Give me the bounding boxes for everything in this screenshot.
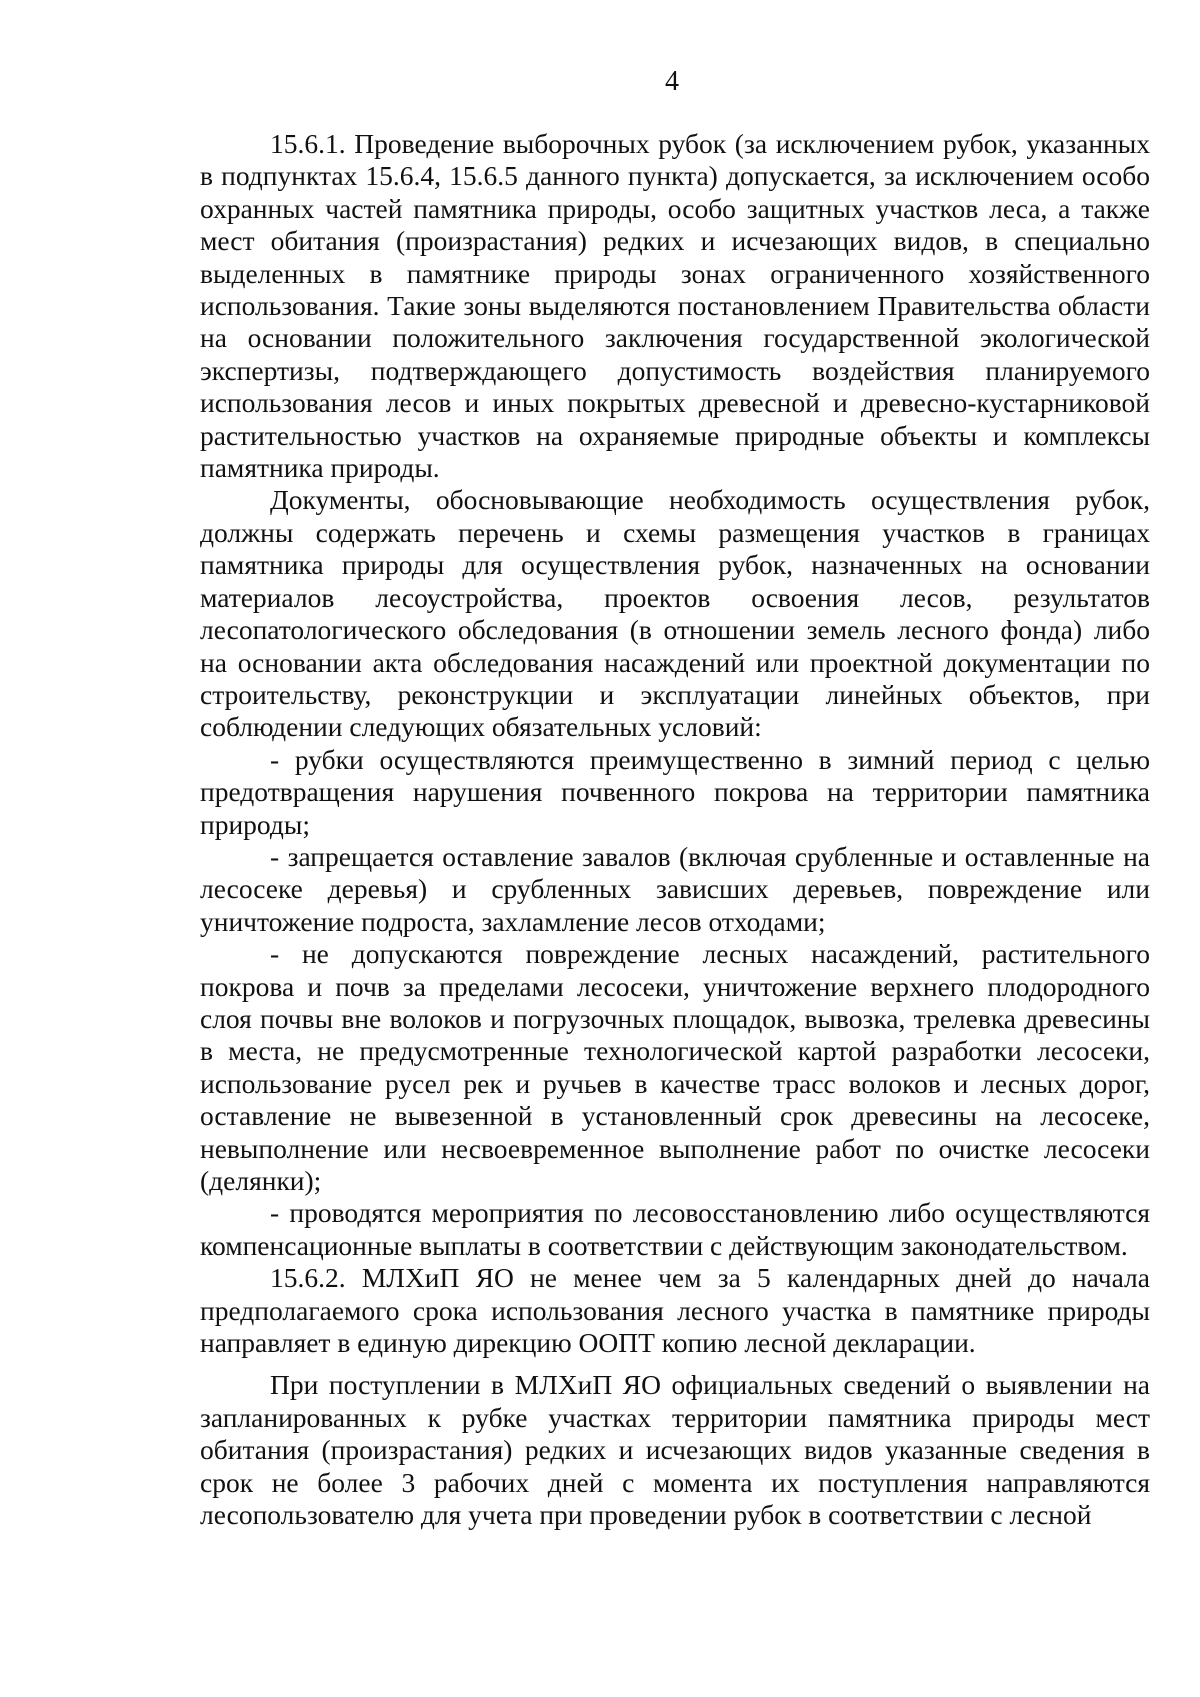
list-item-winter-cutting: - рубки осуществляются преимущественно в зимний период с целью предотвращения нарушения почвенного покрова на территории памятника природы; bbox=[200, 743, 1150, 840]
page-number: 4 bbox=[665, 66, 679, 97]
paragraph-documents: Документы, обосновывающие необходимость осуществления рубок, должны содержать перечень и схемы размещения участков в границах памятника природы для осуществления рубок, назначенных на основании материалов лесоустройства, проектов освоения лесов, результатов лесопатологического обследования (в отношении земель лесного фонда) либо на основании акта обследования насаждений или проектной документации по строительству, реконструкции и эксплуатации линейных объектов, при соблюдении следующих обязательных условий: bbox=[200, 484, 1150, 743]
list-item-reforestation: - проводятся мероприятия по лесовосстановлению либо осуществляются компенсационные выплаты в соответствии с действующим законодательством. bbox=[200, 1197, 1150, 1261]
paragraph-15-6-2: 15.6.2. МЛХиП ЯО не менее чем за 5 календарных дней до начала предполагаемого срока использования лесного участка в памятнике природы направляет в единую дирекцию ООПТ копию лесной декларации. bbox=[200, 1262, 1150, 1359]
list-item-prohibited-debris: - запрещается оставление завалов (включая срубленные и оставленные на лесосеке деревья) и срубленных зависших деревьев, повреждение или уничтожение подроста, захламление лесов отходами; bbox=[200, 840, 1150, 937]
list-item-not-allowed-damage: - не допускаются повреждение лесных насаждений, растительного покрова и почв за пределами лесосеки, уничтожение верхнего плодородного слоя почвы вне волоков и погрузочных площадок, вывозка, трелевка древесины в места, не предусмотренные технологической картой разработки лесосеки, использование русел рек и ручьев в качестве трасс волоков и лесных дорог, оставление не вывезенной в установленный срок древесины на лесосеке, невыполнение или несвоевременное выполнение работ по очистке лесосеки (делянки); bbox=[200, 938, 1150, 1196]
document-body bbox=[200, 128, 1150, 1531]
paragraph-15-6-1: 15.6.1. Проведение выборочных рубок (за исключением рубок, указанных в подпунктах 15.6.4, 15.6.5 данного пункта) допускается, за исключением особо охранных частей памятника природы, особо защитных участков леса, а также мест обитания (произрастания) редких и исчезающих видов, в специально выделенных в памятнике природы зонах ограниченного хозяйственного использования. Такие зоны выделяются постановлением Правительства области на основании положительного заключения государственной экологической экспертизы, подтверждающего допустимость воздействия планируемого использования лесов и иных покрытых древесной и древесно-кустарниковой растительностью участков на охраняемые природные объекты и комплексы памятника природы. bbox=[200, 128, 1150, 484]
paragraph-spacer bbox=[200, 1359, 1150, 1369]
paragraph-rare-species-info: При поступлении в МЛХиП ЯО официальных сведений о выявлении на запланированных к рубке участках территории памятника природы мест обитания (произрастания) редких и исчезающих видов указанные сведения в срок не более 3 рабочих дней с момента их поступления направляются лесопользователю для учета при проведении рубок в соответствии с лесной bbox=[200, 1369, 1150, 1531]
